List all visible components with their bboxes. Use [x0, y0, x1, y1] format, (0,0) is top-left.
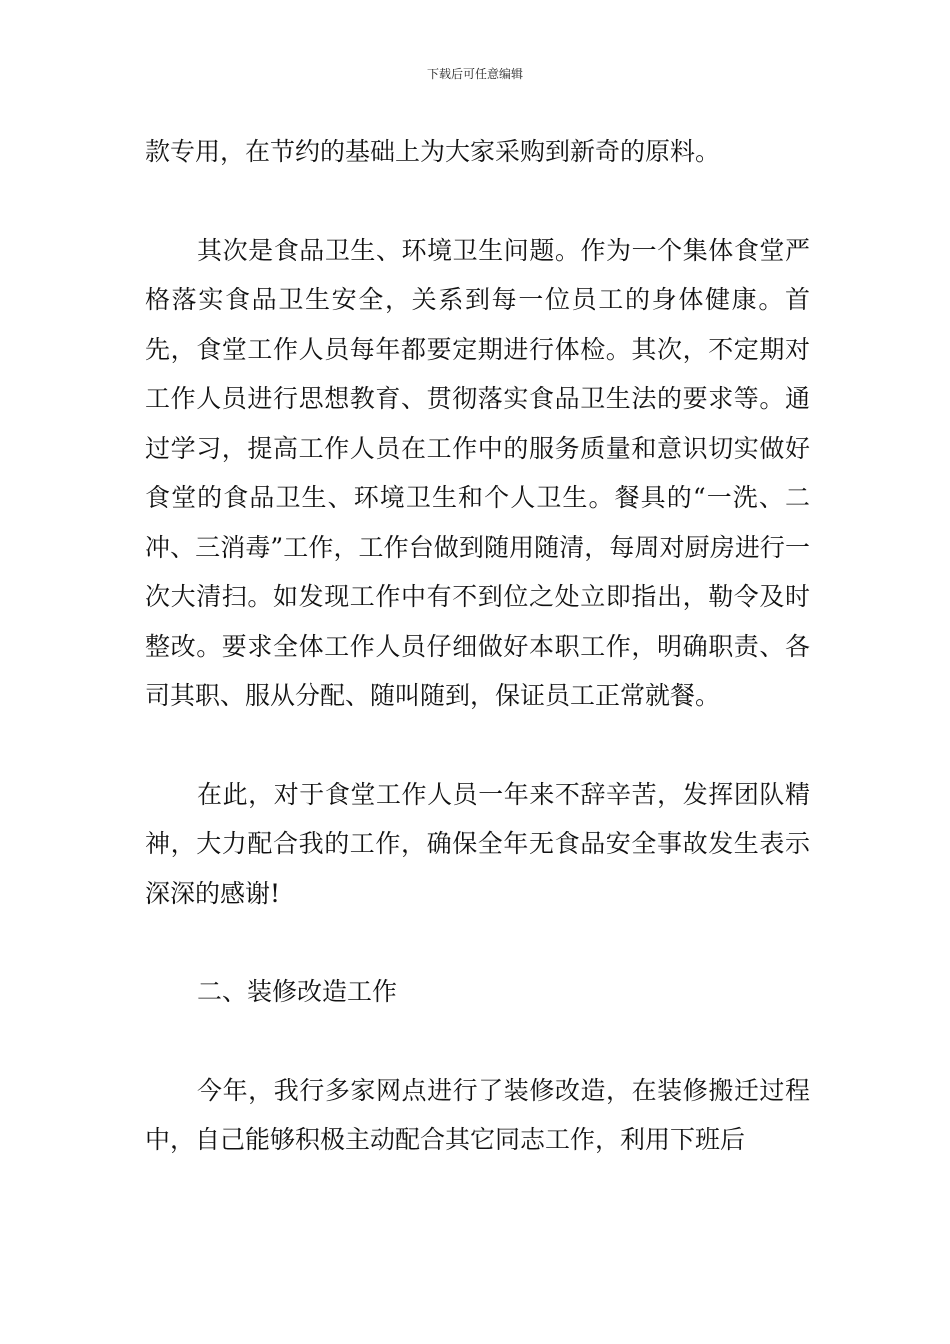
- paragraph-food-hygiene: 其次是食品卫生、环境卫生问题。作为一个集体食堂严格落实食品卫生安全，关系到每一位员工的身体健康。首先，食堂工作人员每年都要定期进行体检。其次，不定期对工作人员进行思想教育、贯彻落实食品卫生法的要求等。通过学习，提高工作人员在工作中的服务质量和意识切实做好食堂的食品卫生、环境卫生和个人卫生。餐具的“一洗、二冲、三消毒”工作，工作台做到随用随清，每周对厨房进行一次大清扫。如发现工作中有不到位之处立即指出，勒令及时整改。要求全体工作人员仔细做好本职工作，明确职责、各司其职、服从分配、随叫随到，保证员工正常就餐。: [145, 235, 810, 710]
- section-heading-renovation: 二、装修改造工作: [197, 977, 398, 1006]
- paragraph-renovation: 今年，我行多家网点进行了装修改造，在装修搬迁过程中，自己能够积极主动配合其它同志工作，利用下班后: [145, 1075, 810, 1154]
- paragraph-continuation: 款专用，在节约的基础上为大家采购到新奇的原料。: [145, 137, 721, 166]
- page-header: 下载后可任意编辑: [426, 67, 523, 81]
- paragraph-thanks: 在此，对于食堂工作人员一年来不辞辛苦，发挥团队精神，大力配合我的工作，确保全年无食品安全事故发生表示深深的感谢!: [145, 779, 810, 908]
- document-body: [145, 127, 810, 1165]
